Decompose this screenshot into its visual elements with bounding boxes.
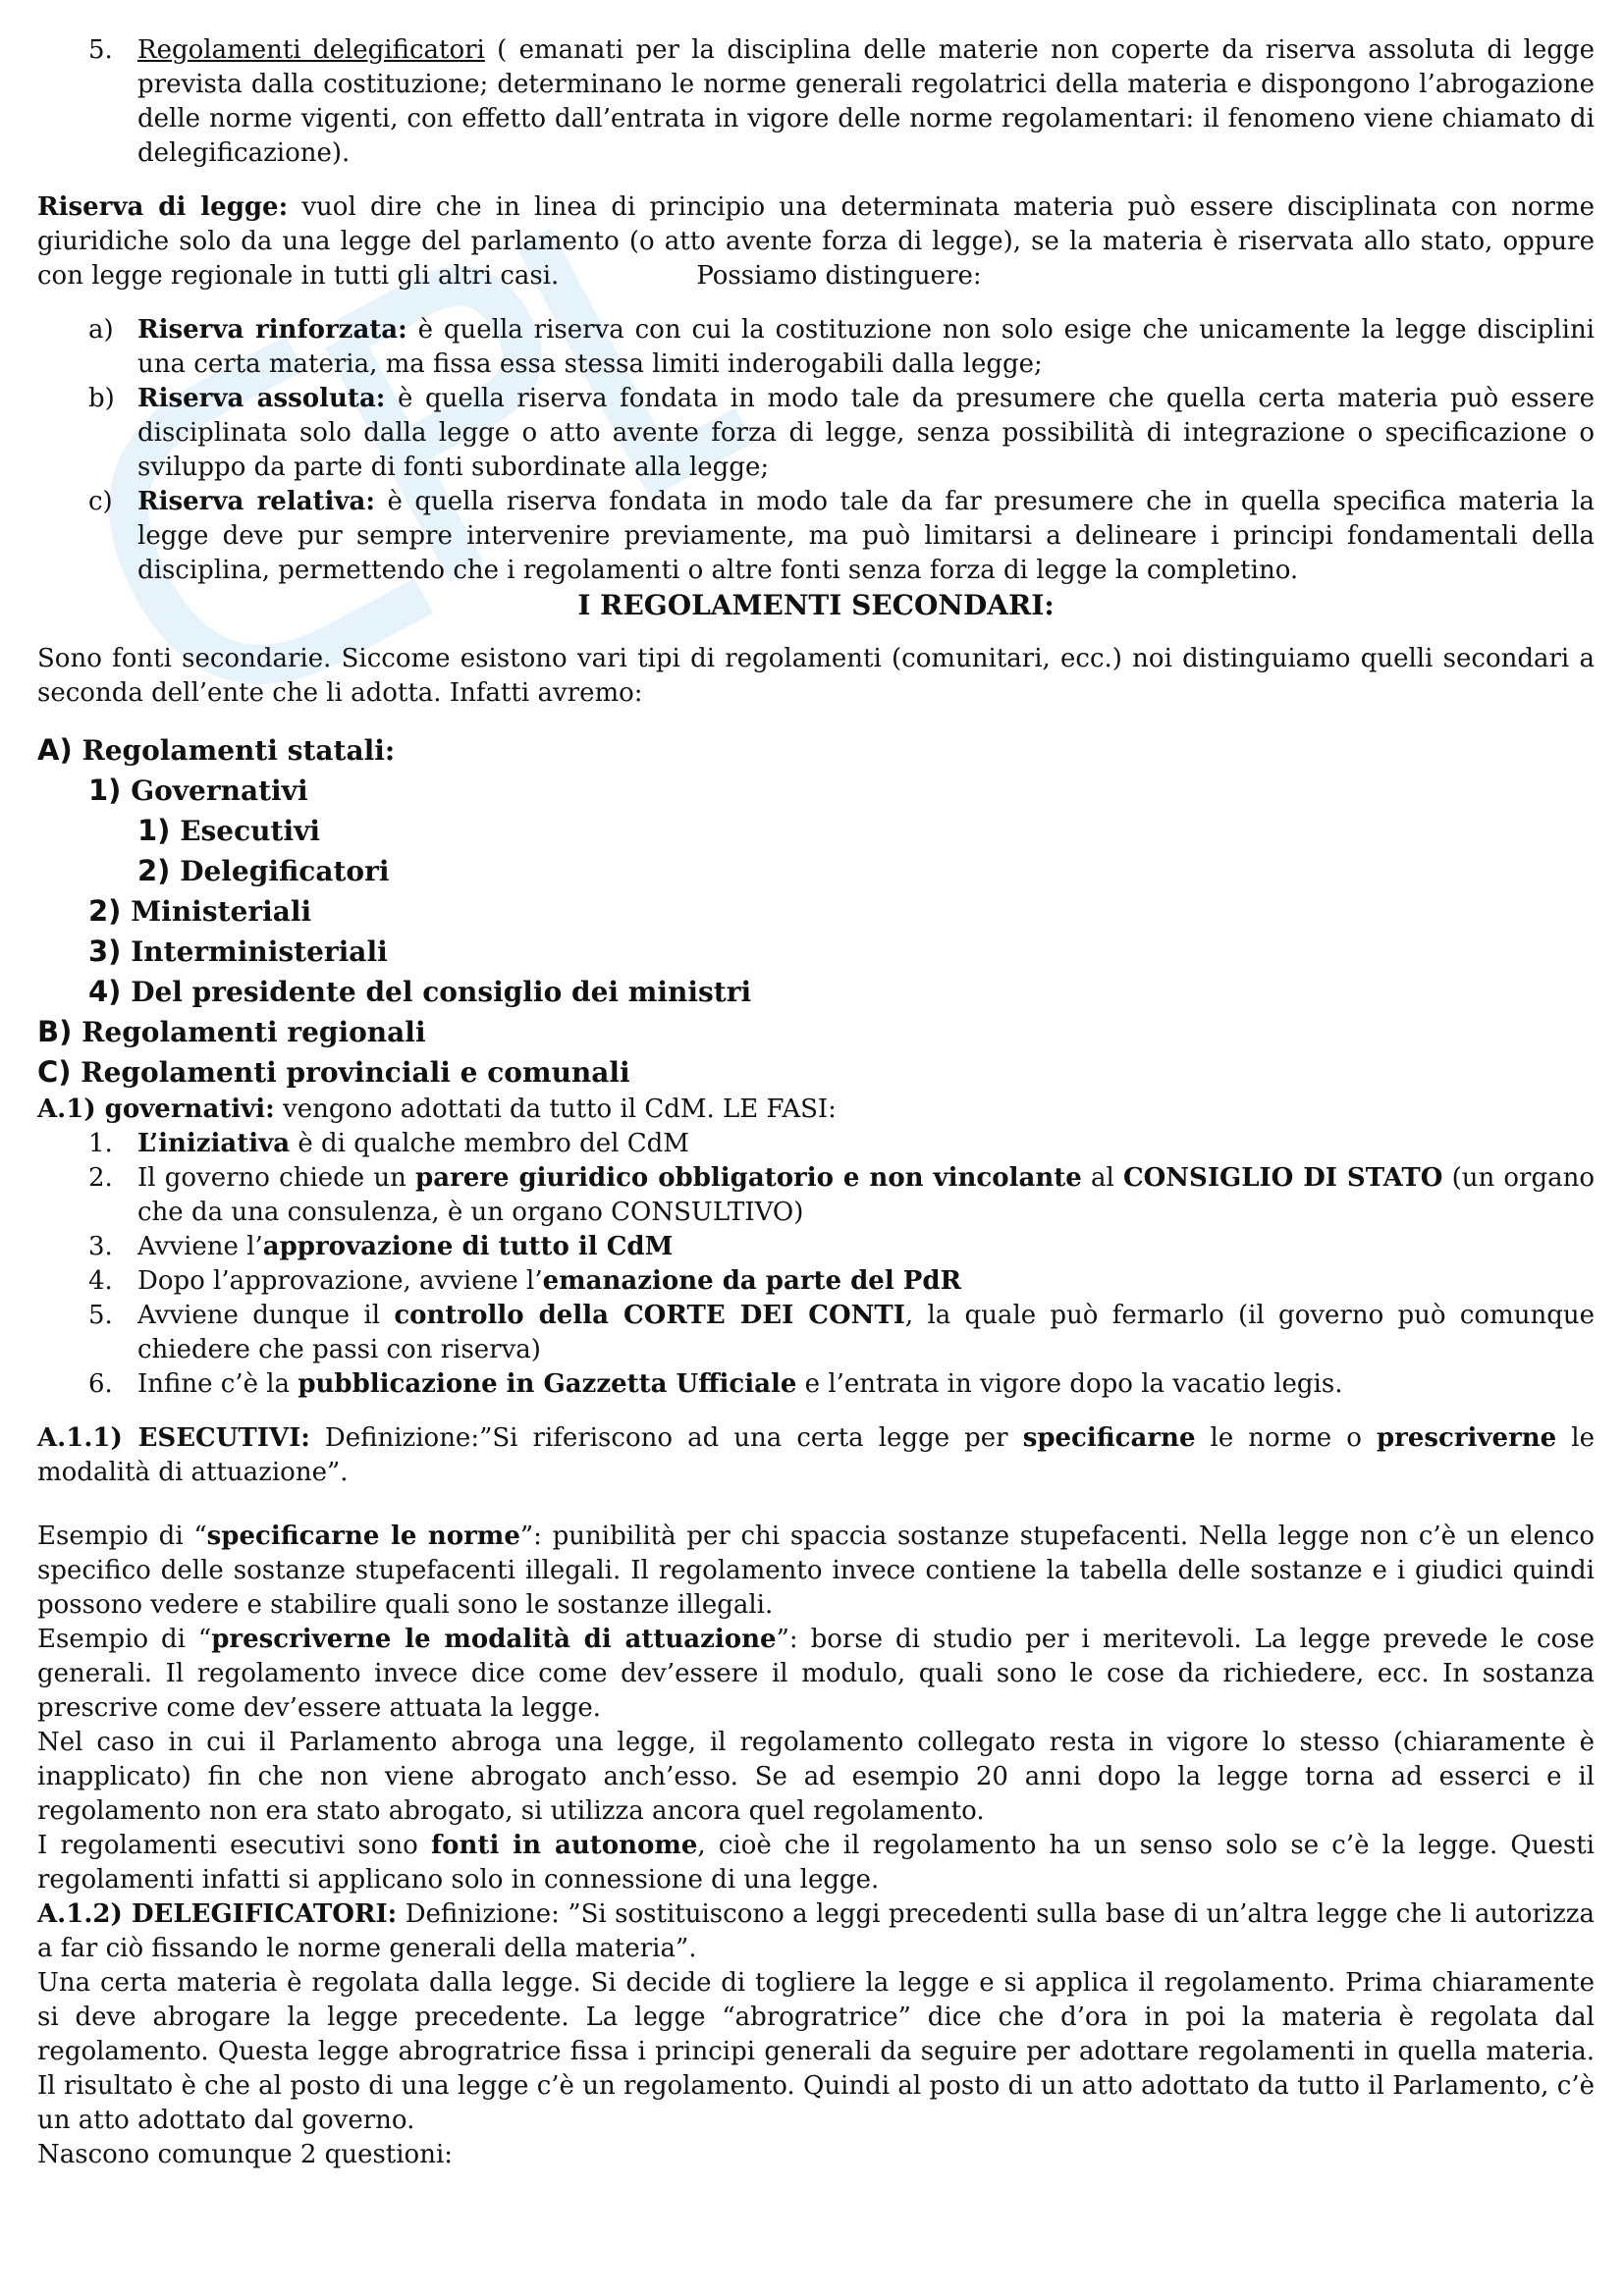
plain-text: (un organo che da una consulenza, è un organo CONSULTIVO) [137, 1163, 1595, 1227]
bold-text: controllo della CORTE DEI CONTI [394, 1301, 905, 1330]
plain-text: Dopo l’approvazione, avviene l’ [137, 1266, 543, 1296]
tree-text: Esecutivi [180, 815, 320, 847]
riserva-text: vuol dire che in linea di principio una determinata materia può essere disciplinata con norme giuridiche solo da una legge del parlamento (o atto avente forza di legge), se la materia è riservata allo stato, oppure con legge regionale in tutti gli altri casi. [37, 192, 1595, 291]
list-item [37, 1264, 1595, 1299]
bold-text: CONSIGLIO DI STATO [1122, 1163, 1443, 1193]
plain-text: Definizione: ”Si sostituiscono a leggi precedenti sulla base di un’altra legge che li autorizza a far ciò fissando le norme generali della materia”. [37, 1899, 1595, 1963]
tree-text: Del presidente del consiglio dei ministri [131, 976, 752, 1008]
bold-text: fonti in autonome [431, 1831, 698, 1860]
plain-text: Avviene l’ [137, 1232, 263, 1261]
tree-text: Regolamenti regionali [81, 1016, 426, 1048]
plain-text: Il governo chiede un [137, 1163, 416, 1193]
item-text: è quella riserva fondata in modo tale da presumere che quella certa materia può essere disciplinata solo dalla legge o atto avente forza di legge, senza possibilità di integrazione o specificazione o sviluppo da parte di fonti subordinate alla legge; [137, 384, 1595, 482]
item-term: Riserva rinforzata: [137, 315, 407, 345]
riserva-paragraph [37, 190, 1595, 294]
document-page [37, 33, 1595, 2172]
top-list [37, 33, 1595, 171]
tree-label: 3) [88, 934, 122, 968]
a11-term: A.1.1) ESECUTIVI: [37, 1423, 310, 1453]
list-item [37, 382, 1595, 485]
list-marker: c) [88, 487, 113, 516]
section-heading: I REGOLAMENTI SECONDARI: [577, 589, 1055, 621]
tree-item [37, 972, 1595, 1012]
bold-text: specificarne le norme [206, 1522, 520, 1551]
a12-paragraph [37, 1897, 1595, 1966]
plain-text: ”: borse di studio per i meritevoli. La legge prevede le cose generali. Il regolamento invece dice come dev’essere il modulo, quali sono le cose da richiedere, ecc. In sostanza prescrive come dev’essere attuata la legge. [37, 1625, 1595, 1723]
tree-text: Regolamenti statali: [81, 734, 396, 767]
tree-item [37, 891, 1595, 932]
item-term: Riserva assoluta: [137, 384, 386, 413]
item-text: è quella riserva fondata in modo tale da far presumere che in quella specifica materia la legge deve pur sempre intervenire previamente, ma può limitarsi a delineare i principi fondamentali della disciplina, permettendo che i regolamenti o altre fonti senza forza di legge la completino. [137, 487, 1595, 585]
list-item [37, 485, 1595, 588]
plain-text: , la quale può fermarlo (il governo può comunque chiedere che passi con riserva) [137, 1301, 1595, 1364]
list-item [37, 313, 1595, 382]
tree-item [37, 730, 1595, 771]
plain-text: Definizione:”Si riferiscono ad una certa legge per [309, 1423, 1023, 1453]
list-marker: 1. [88, 1129, 113, 1158]
tree-text: Ministeriali [131, 895, 312, 928]
bold-text: approvazione di tutto il CdM [262, 1232, 674, 1261]
plain-text: Avviene dunque il [137, 1301, 395, 1330]
plain-text: le norme o [1195, 1423, 1377, 1453]
plain-text: è di qualche membro del CdM [290, 1129, 689, 1158]
a12-body-paragraph: Una certa materia è regolata dalla legge. Si decide di togliere la legge e si applica il regolamento. Prima chiaramente si deve abrogare la legge precedente. La legge “abrogratrice” dice che d’ora in poi la materia è regolata dal regolamento. Questa legge abrogratrice fissa i principi generali da seguire per adottare regolamenti in quella materia. Il risultato è che al posto di una legge c’è un regolamento. Quindi al posto di un atto adottato da tutto il Parlamento, c’è un atto adottato dal governo. [37, 1968, 1595, 2135]
a1-term: A.1) governativi: [37, 1095, 275, 1124]
item-text: è quella riserva con cui la costituzione non solo esige che unicamente la legge disciplini una certa materia, ma fissa essa stessa limiti inderogabili dalla legge; [137, 315, 1596, 379]
plain-text: ”: punibilità per chi spaccia sostanze stupefacenti. Nella legge non c’è un elenco specifico delle sostanze stupefacenti illegali. Il regolamento invece contiene la tabella delle sostanze e i giudici quindi possono vedere e stabilire quali sono le sostanze illegali. [37, 1522, 1595, 1620]
tree-label: 2) [137, 854, 171, 887]
item-title: Regolamenti delegificatori [137, 35, 485, 65]
bold-text: L’iniziativa [137, 1129, 291, 1158]
tree-label: B) [37, 1015, 73, 1048]
plain-text: al [1081, 1163, 1123, 1193]
tree-item [37, 1052, 1595, 1093]
fasi-list [37, 1127, 1595, 1402]
list-item [37, 1299, 1595, 1367]
tree-item [37, 771, 1595, 811]
intro-paragraph: Sono fonti secondarie. Siccome esistono vari tipi di regolamenti (comunitari, ecc.) noi distinguiamo quelli secondari a seconda dell’ente che li adotta. Infatti avremo: [37, 644, 1595, 708]
riserva-tail: Possiamo distinguere: [696, 261, 982, 291]
autonome-paragraph [37, 1829, 1595, 1897]
plain-text: Esempio di “ [37, 1625, 212, 1654]
tree-item [37, 811, 1595, 851]
plain-text: I regolamenti esecutivi sono [37, 1831, 431, 1860]
plain-text: le modalità di attuazione”. [37, 1423, 1595, 1487]
tree-label: 4) [88, 975, 122, 1008]
tree-text: Regolamenti provinciali e comunali [81, 1056, 630, 1089]
a1-paragraph [37, 1093, 1595, 1127]
a12-term: A.1.2) DELEGIFICATORI: [37, 1899, 398, 1929]
list-item [37, 1230, 1595, 1264]
bold-text: pubblicazione in Gazzetta Ufficiale [298, 1369, 797, 1399]
list-marker: 5. [88, 1301, 113, 1330]
list-marker: 5. [88, 35, 113, 65]
riserva-term: Riserva di legge: [37, 192, 289, 222]
esempio-1-paragraph [37, 1520, 1595, 1623]
list-marker: 4. [88, 1266, 113, 1296]
tree-label: 2) [88, 894, 122, 928]
tree-label: 1) [88, 774, 122, 807]
list-marker: a) [88, 315, 114, 345]
tree-text: Delegificatori [180, 855, 390, 887]
plain-text: Esempio di “ [37, 1522, 207, 1551]
list-item [37, 1127, 1595, 1161]
tree-label: 1) [137, 814, 171, 847]
tree-text: Interministeriali [131, 935, 388, 968]
closing-paragraph: Nascono comunque 2 questioni: [37, 2140, 454, 2169]
list-marker: 2. [88, 1163, 113, 1193]
list-item-5 [37, 33, 1595, 171]
bold-text: prescriverne le modalità di attuazione [211, 1625, 777, 1654]
list-marker: 6. [88, 1369, 113, 1399]
item-term: Riserva relativa: [137, 487, 375, 516]
list-marker: b) [88, 384, 115, 413]
bold-text: specificarne [1022, 1423, 1196, 1453]
list-item [37, 1161, 1595, 1230]
item-text: ( emanati per la disciplina delle materie non coperte da riserva assoluta di legge prevista dalla costituzione; determinano le norme generali regolatrici della materia e dispongono l’abrogazione delle norme vigenti, con effetto dall’entrata in vigore delle norme regolamentari: il fenomeno viene chiamato di delegificazione). [137, 35, 1595, 168]
a1-text: vengono adottati da tutto il CdM. LE FASI: [274, 1095, 837, 1124]
regolamenti-tree [37, 730, 1595, 1093]
list-marker: 3. [88, 1232, 113, 1261]
a11-paragraph [37, 1421, 1595, 1490]
bold-text: emanazione da parte del PdR [542, 1266, 962, 1296]
bold-text: parere giuridico obbligatorio e non vincolante [415, 1163, 1082, 1193]
tree-label: A) [37, 733, 73, 767]
tree-text: Governativi [131, 774, 308, 807]
plain-text: , cioè che il regolamento ha un senso solo se c’è la legge. Questi regolamenti infatti si applicano solo in connessione di una legge. [37, 1831, 1595, 1895]
plain-text: e l’entrata in vigore dopo la vacatio legis. [796, 1369, 1343, 1399]
tree-item [37, 1012, 1595, 1052]
nel-caso-paragraph: Nel caso in cui il Parlamento abroga una legge, il regolamento collegato resta in vigore lo stesso (chiaramente è inapplicato) fin che non viene abrogato anch’esso. Se ad esempio 20 anni dopo la legge torna ad esserci e il regolamento non era stato abrogato, si utilizza ancora quel regolamento. [37, 1728, 1595, 1826]
tree-item [37, 932, 1595, 972]
tree-label: C) [37, 1055, 72, 1089]
esempio-2-paragraph [37, 1623, 1595, 1726]
plain-text: Infine c’è la [137, 1369, 298, 1399]
tree-item [37, 851, 1595, 891]
bold-text: prescriverne [1376, 1423, 1557, 1453]
list-item [37, 1367, 1595, 1402]
riserva-list [37, 313, 1595, 588]
